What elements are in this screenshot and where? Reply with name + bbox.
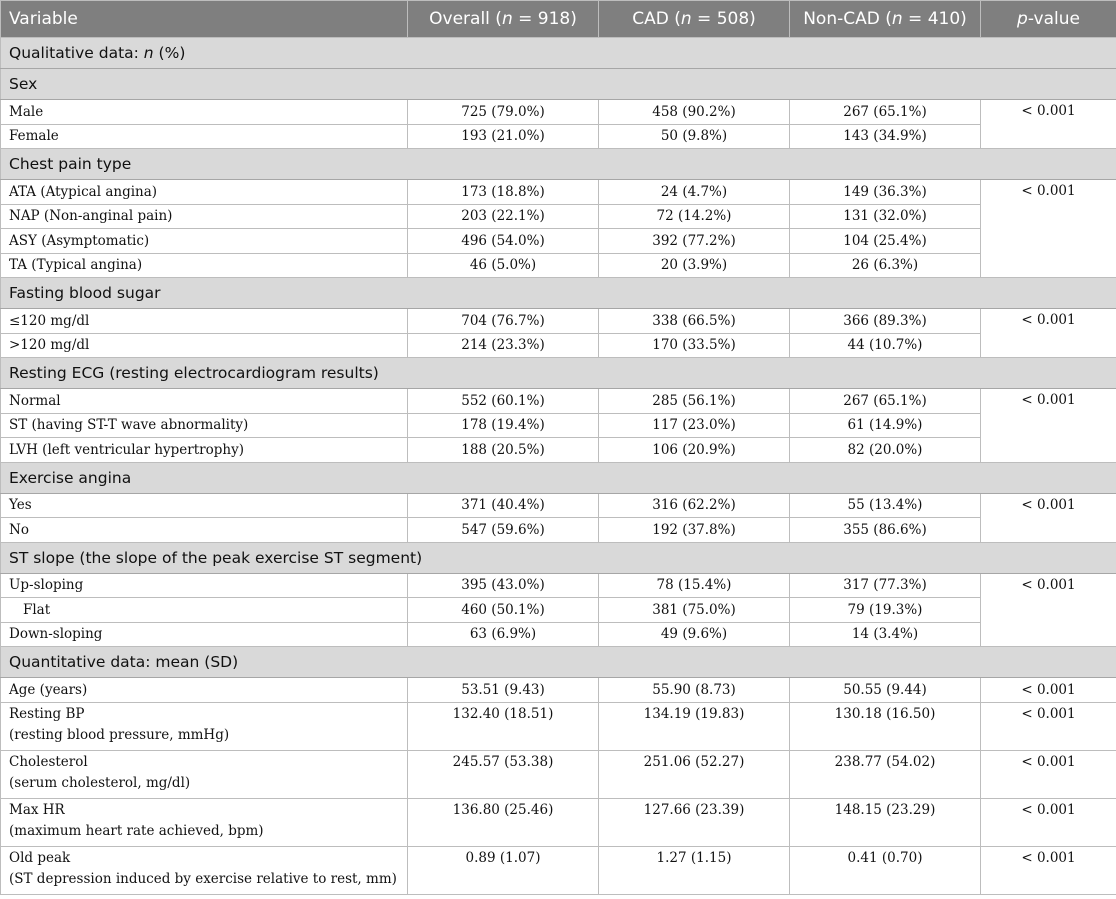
cell-noncad: 143 (34.9%): [790, 124, 981, 149]
cell-pvalue: < 0.001: [981, 846, 1116, 894]
cell-noncad: 148.15 (23.29): [790, 798, 981, 846]
cell-overall: 0.89 (1.07): [408, 846, 599, 894]
table-row: [1, 846, 1116, 894]
row-label: Flat: [1, 598, 408, 623]
row-label-main: Cholesterol: [9, 753, 88, 770]
table-row: [1, 798, 1116, 846]
table-row: [1, 750, 1116, 798]
section-row-fasting-blood-sugar: [1, 278, 1116, 309]
row-label: ST (having ST-T wave abnormality): [1, 413, 408, 438]
cell-cad: 106 (20.9%): [599, 438, 790, 463]
section-title-sex: Sex: [1, 69, 1116, 100]
cell-overall: 395 (43.0%): [408, 573, 599, 598]
cell-cad: 134.19 (19.83): [599, 702, 790, 750]
header-cad-post: = 508): [691, 9, 756, 29]
cell-overall: 496 (54.0%): [408, 229, 599, 254]
section-title-exercise-angina: Exercise angina: [1, 462, 1116, 493]
table-row: [1, 702, 1116, 750]
cell-overall: 193 (21.0%): [408, 124, 599, 149]
row-label-sub: (ST depression induced by exercise relative to rest, mm): [9, 870, 397, 887]
row-label: >120 mg/dl: [1, 333, 408, 358]
cell-noncad: 44 (10.7%): [790, 333, 981, 358]
row-label: ASY (Asymptomatic): [1, 229, 408, 254]
quantitative-section-row: [1, 647, 1116, 678]
table-row: [1, 413, 1116, 438]
cell-overall: 63 (6.9%): [408, 622, 599, 647]
cell-noncad: 26 (6.3%): [790, 253, 981, 278]
cell-overall: 460 (50.1%): [408, 598, 599, 623]
cell-pvalue: < 0.001: [981, 100, 1116, 149]
row-label-main: Old peak: [9, 849, 71, 866]
cell-overall: 46 (5.0%): [408, 253, 599, 278]
header-overall-pre: Overall (: [429, 9, 502, 29]
row-label: TA (Typical angina): [1, 253, 408, 278]
header-cad-pre: CAD (: [632, 9, 681, 29]
header-noncad-pre: Non-CAD (: [803, 9, 892, 29]
row-label: LVH (left ventricular hypertrophy): [1, 438, 408, 463]
cell-cad: 55.90 (8.73): [599, 678, 790, 703]
header-pvalue: [981, 1, 1116, 38]
cell-cad: 20 (3.9%): [599, 253, 790, 278]
cell-cad: 50 (9.8%): [599, 124, 790, 149]
row-label: ATA (Atypical angina): [1, 180, 408, 205]
table-row: [1, 309, 1116, 334]
row-label: [1, 798, 408, 846]
cell-noncad: 61 (14.9%): [790, 413, 981, 438]
cell-noncad: 355 (86.6%): [790, 518, 981, 543]
row-label: [1, 702, 408, 750]
cell-cad: 127.66 (23.39): [599, 798, 790, 846]
row-label-sub: (maximum heart rate achieved, bpm): [9, 822, 264, 839]
table-row: [1, 573, 1116, 598]
cell-cad: 338 (66.5%): [599, 309, 790, 334]
cell-cad: 285 (56.1%): [599, 389, 790, 414]
header-noncad-post: = 410): [902, 9, 967, 29]
cell-pvalue: < 0.001: [981, 702, 1116, 750]
cell-cad: 192 (37.8%): [599, 518, 790, 543]
row-label: Female: [1, 124, 408, 149]
table-row: [1, 518, 1116, 543]
cell-pvalue: < 0.001: [981, 798, 1116, 846]
row-label: [1, 750, 408, 798]
table-row: [1, 253, 1116, 278]
row-label: Male: [1, 100, 408, 125]
section-row-chest-pain: [1, 149, 1116, 180]
quantitative-title: Quantitative data: mean (SD): [1, 647, 1116, 678]
cell-overall: 552 (60.1%): [408, 389, 599, 414]
row-label: NAP (Non-anginal pain): [1, 204, 408, 229]
cell-noncad: 79 (19.3%): [790, 598, 981, 623]
cell-noncad: 131 (32.0%): [790, 204, 981, 229]
table-row: [1, 493, 1116, 518]
cell-cad: 117 (23.0%): [599, 413, 790, 438]
row-label-main: Max HR: [9, 801, 65, 818]
header-noncad: [790, 1, 981, 38]
cell-pvalue: < 0.001: [981, 573, 1116, 647]
section-row-resting-ecg: [1, 358, 1116, 389]
cell-overall: 178 (19.4%): [408, 413, 599, 438]
header-variable-text: Variable: [9, 9, 78, 29]
qualitative-section-row: [1, 38, 1116, 69]
section-title-chest-pain: Chest pain type: [1, 149, 1116, 180]
table-row: [1, 180, 1116, 205]
cell-noncad: 130.18 (16.50): [790, 702, 981, 750]
table-row: [1, 622, 1116, 647]
section-title-st-slope: ST slope (the slope of the peak exercise ST segment): [1, 542, 1116, 573]
cell-cad: 316 (62.2%): [599, 493, 790, 518]
cell-noncad: 82 (20.0%): [790, 438, 981, 463]
row-label-main: Resting BP: [9, 705, 85, 722]
row-label: Down-sloping: [1, 622, 408, 647]
table-row: [1, 678, 1116, 703]
header-cad-n: n: [680, 9, 692, 29]
cell-overall: 188 (20.5%): [408, 438, 599, 463]
cell-cad: 72 (14.2%): [599, 204, 790, 229]
cell-cad: 170 (33.5%): [599, 333, 790, 358]
cell-overall: 203 (22.1%): [408, 204, 599, 229]
cell-noncad: 366 (89.3%): [790, 309, 981, 334]
table-row: [1, 438, 1116, 463]
cell-noncad: 267 (65.1%): [790, 100, 981, 125]
cell-overall: 136.80 (25.46): [408, 798, 599, 846]
cell-overall: 245.57 (53.38): [408, 750, 599, 798]
cell-noncad: 104 (25.4%): [790, 229, 981, 254]
cell-overall: 173 (18.8%): [408, 180, 599, 205]
cell-noncad: 317 (77.3%): [790, 573, 981, 598]
cell-cad: 49 (9.6%): [599, 622, 790, 647]
table-row: [1, 204, 1116, 229]
cell-noncad: 14 (3.4%): [790, 622, 981, 647]
header-overall-post: = 918): [512, 9, 577, 29]
cell-overall: 53.51 (9.43): [408, 678, 599, 703]
cell-overall: 704 (76.7%): [408, 309, 599, 334]
row-label: Up-sloping: [1, 573, 408, 598]
cell-noncad: 149 (36.3%): [790, 180, 981, 205]
cell-overall: 132.40 (18.51): [408, 702, 599, 750]
row-label: [1, 846, 408, 894]
header-p-italic: p: [1017, 9, 1028, 29]
row-label: ≤120 mg/dl: [1, 309, 408, 334]
cell-overall: 547 (59.6%): [408, 518, 599, 543]
cell-pvalue: < 0.001: [981, 493, 1116, 542]
qualitative-title: [1, 38, 1116, 69]
cell-noncad: 0.41 (0.70): [790, 846, 981, 894]
header-variable: [1, 1, 408, 38]
header-p-post: -value: [1027, 9, 1080, 29]
section-row-sex: [1, 69, 1116, 100]
cell-noncad: 50.55 (9.44): [790, 678, 981, 703]
cell-overall: 725 (79.0%): [408, 100, 599, 125]
cell-noncad: 55 (13.4%): [790, 493, 981, 518]
row-label-sub: (serum cholesterol, mg/dl): [9, 774, 191, 791]
cell-pvalue: < 0.001: [981, 309, 1116, 358]
section-title-fasting-blood-sugar: Fasting blood sugar: [1, 278, 1116, 309]
cell-overall: 214 (23.3%): [408, 333, 599, 358]
cell-pvalue: < 0.001: [981, 678, 1116, 703]
table-row: [1, 389, 1116, 414]
section-row-exercise-angina: [1, 462, 1116, 493]
section-row-st-slope: [1, 542, 1116, 573]
qualitative-title-pre: Qualitative data:: [9, 44, 144, 62]
cell-cad: 78 (15.4%): [599, 573, 790, 598]
cell-cad: 251.06 (52.27): [599, 750, 790, 798]
cell-overall: 371 (40.4%): [408, 493, 599, 518]
row-label: Yes: [1, 493, 408, 518]
table-row: [1, 100, 1116, 125]
qualitative-title-post: (%): [153, 44, 186, 62]
cell-cad: 1.27 (1.15): [599, 846, 790, 894]
header-overall: [408, 1, 599, 38]
header-cad: [599, 1, 790, 38]
cell-pvalue: < 0.001: [981, 180, 1116, 278]
cell-cad: 381 (75.0%): [599, 598, 790, 623]
table-row: [1, 598, 1116, 623]
table-row: [1, 124, 1116, 149]
row-label: No: [1, 518, 408, 543]
row-label: Age (years): [1, 678, 408, 703]
cell-cad: 458 (90.2%): [599, 100, 790, 125]
header-noncad-n: n: [891, 9, 903, 29]
cell-noncad: 267 (65.1%): [790, 389, 981, 414]
header-row: [1, 1, 1116, 38]
cell-pvalue: < 0.001: [981, 389, 1116, 463]
row-label-sub: (resting blood pressure, mmHg): [9, 726, 230, 743]
cell-cad: 24 (4.7%): [599, 180, 790, 205]
cell-pvalue: < 0.001: [981, 750, 1116, 798]
table-row: [1, 229, 1116, 254]
section-title-resting-ecg: Resting ECG (resting electrocardiogram results): [1, 358, 1116, 389]
cell-noncad: 238.77 (54.02): [790, 750, 981, 798]
row-label: Normal: [1, 389, 408, 414]
header-overall-n: n: [501, 9, 513, 29]
cell-cad: 392 (77.2%): [599, 229, 790, 254]
table-row: [1, 333, 1116, 358]
qualitative-title-n: n: [143, 44, 154, 62]
